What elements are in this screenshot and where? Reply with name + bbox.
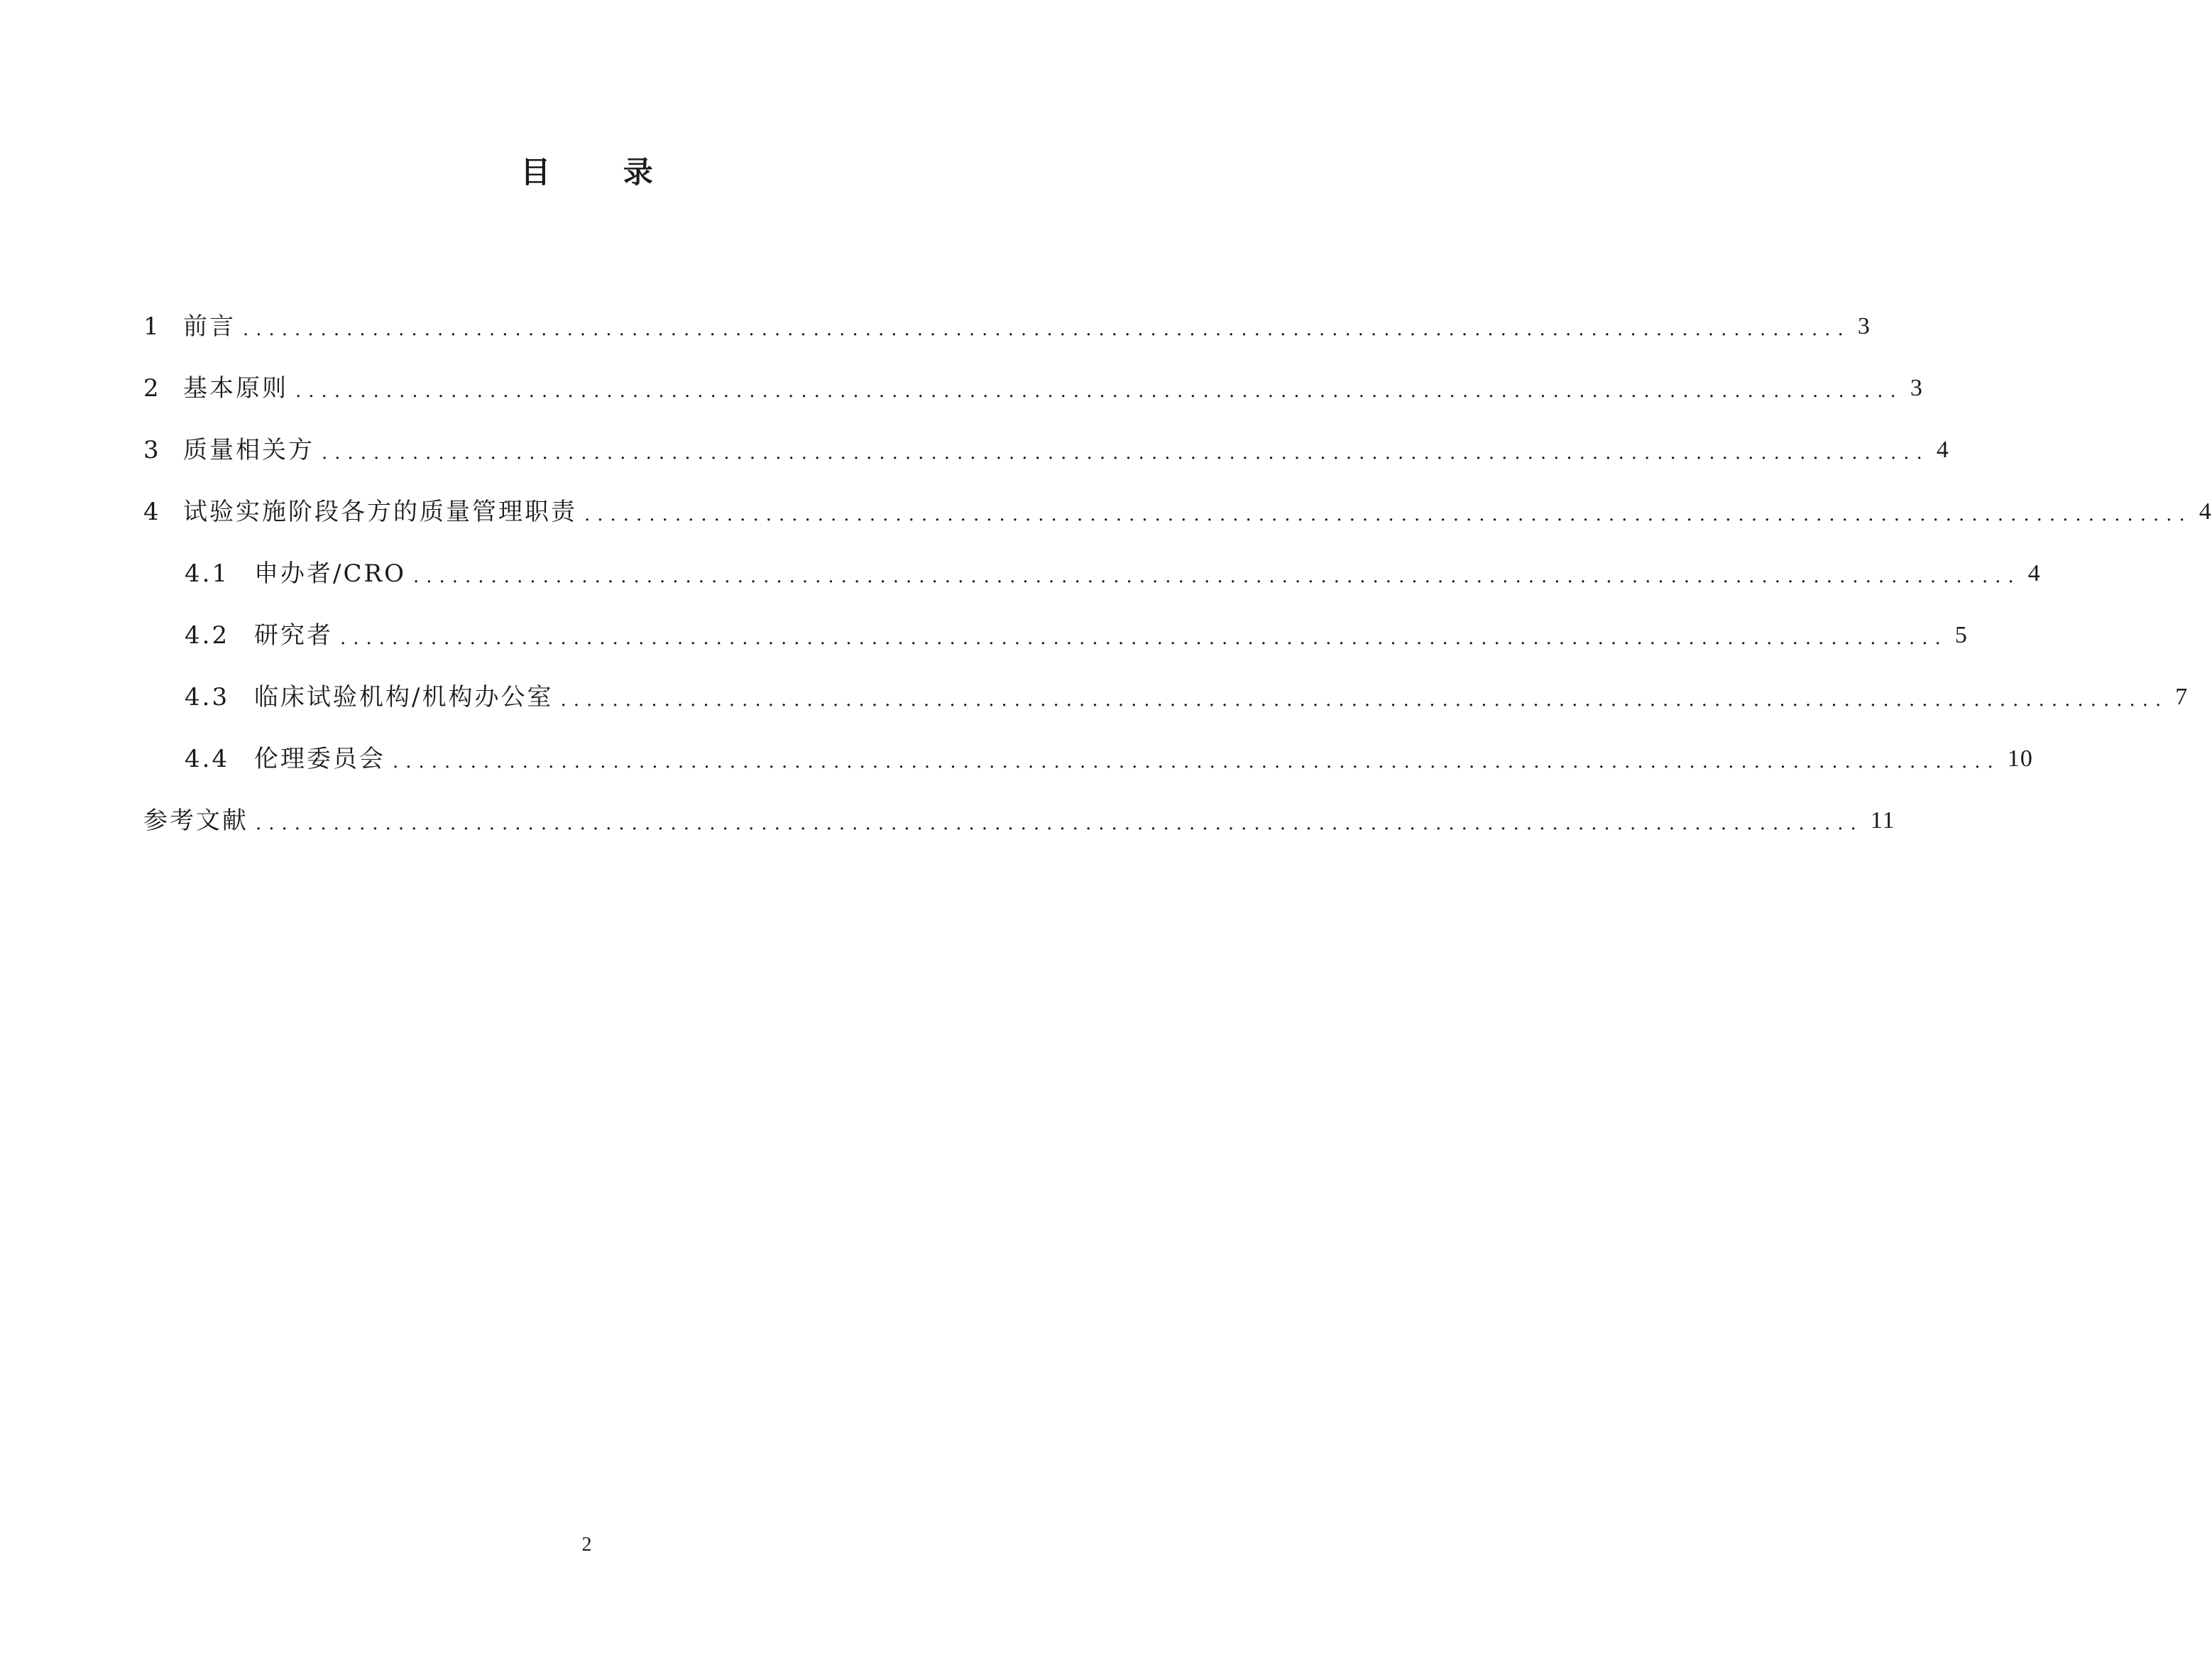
toc-entry-label: 基本原则 <box>183 374 288 403</box>
toc-entry-label: 前言 <box>183 312 236 341</box>
toc-entry-page: 10 <box>2007 746 2033 772</box>
toc-leader-dots: ............................................................................................................................ <box>243 319 1851 340</box>
toc-entry-label: 伦理委员会 <box>254 745 385 773</box>
toc-entry-number: 4.3 <box>185 683 230 711</box>
page-number: 2 <box>581 1534 592 1556</box>
toc-entry-number: 4.4 <box>185 745 230 773</box>
toc-subentry[interactable] <box>143 524 2041 588</box>
toc-leader-dots: ............................................................................................................................ <box>584 504 2192 525</box>
toc-entry-label: 研究者 <box>254 621 333 650</box>
toc-entry-label: 试验实施阶段各方的质量管理职责 <box>183 498 577 526</box>
toc-entry-page: 3 <box>1910 375 1923 401</box>
toc-entry-page: 3 <box>1857 313 1871 339</box>
toc-entry-page: 4 <box>2027 560 2041 586</box>
toc-entry-page: 4 <box>2199 498 2212 525</box>
toc-entry-number: 4.1 <box>185 559 230 588</box>
toc-leader-dots: ............................................................................................................................ <box>295 381 1903 402</box>
toc-entry-references[interactable] <box>143 771 1895 835</box>
toc-subentry[interactable] <box>143 709 2033 773</box>
toc-entry-page: 5 <box>1954 622 1968 648</box>
table-of-contents <box>143 277 2212 835</box>
toc-entry[interactable] <box>143 277 1871 341</box>
toc-title: 目 录 <box>520 155 684 190</box>
toc-entry-page: 7 <box>2175 684 2189 710</box>
toc-leader-dots: ............................................................................................................................ <box>256 813 1863 834</box>
toc-entry-number: 4 <box>143 498 161 526</box>
toc-entry-number: 2 <box>143 374 161 403</box>
toc-subentry[interactable] <box>143 586 1968 650</box>
toc-entry[interactable] <box>143 462 2212 526</box>
toc-entry[interactable] <box>143 339 1923 403</box>
toc-entry[interactable] <box>143 400 1949 464</box>
toc-entry-label: 申办者/CRO <box>254 559 406 588</box>
toc-entry-number: 1 <box>143 312 161 341</box>
toc-entry-label: 质量相关方 <box>183 436 314 464</box>
toc-entry-label: 参考文献 <box>143 807 248 835</box>
toc-entry-page: 4 <box>1936 437 1949 463</box>
toc-entry-page: 11 <box>1870 807 1895 834</box>
toc-leader-dots: ............................................................................................................................ <box>393 751 2000 772</box>
toc-leader-dots: ............................................................................................................................ <box>340 628 1948 649</box>
toc-leader-dots: ............................................................................................................................ <box>412 566 2021 587</box>
toc-entry-label: 临床试验机构/机构办公室 <box>254 683 554 711</box>
toc-leader-dots: ............................................................................................................................ <box>322 442 1929 464</box>
toc-entry-number: 4.2 <box>185 621 230 650</box>
toc-entry-number: 3 <box>143 436 161 464</box>
toc-leader-dots: ............................................................................................................................ <box>560 689 2169 711</box>
toc-subentry[interactable] <box>143 648 2189 711</box>
